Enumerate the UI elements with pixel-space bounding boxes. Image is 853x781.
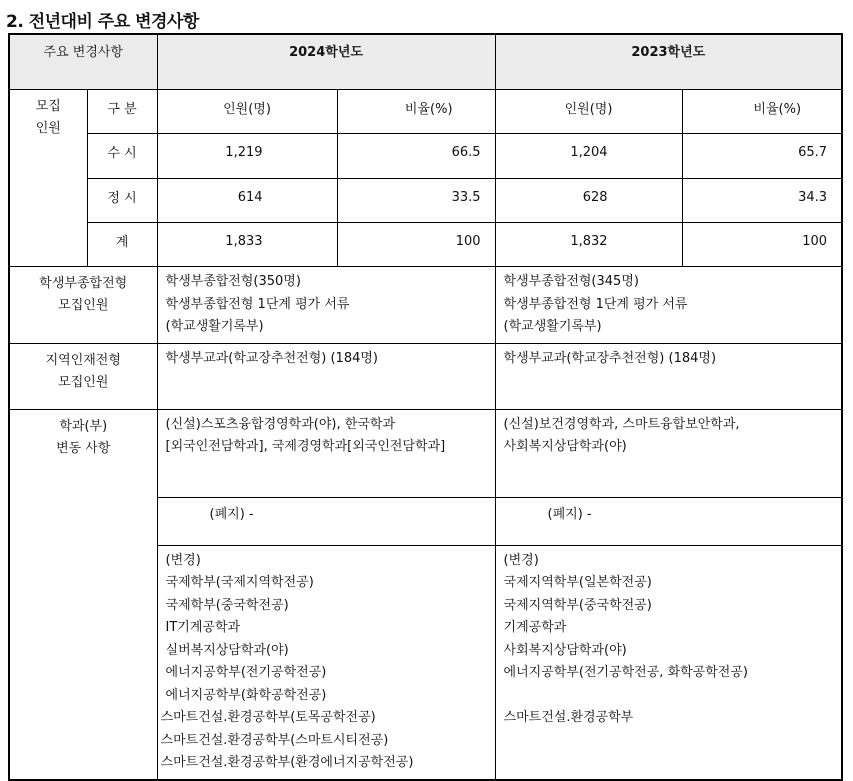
count-2023: 1,832 bbox=[495, 223, 682, 267]
ratio-2024: 100 bbox=[337, 223, 495, 267]
dept-change-2023: (변경) 국제지역학부(일본학전공) 국제지역학부(중국학전공) 기계공학과 사회복지상담학과(야) 에너지공학부(전기공학전공, 화학공학전공) 스마트건설.환경공학부 bbox=[495, 545, 842, 780]
header-2024: 2024학년도 bbox=[157, 34, 495, 90]
dept-label: 학과(부) 변동 사항 bbox=[9, 409, 157, 780]
dept-new-2023: (신설)보건경영학과, 스마트융합보안학과, 사회복지상담학과(야) bbox=[495, 409, 842, 497]
col-category: 구 분 bbox=[87, 90, 157, 134]
count-2023: 628 bbox=[495, 179, 682, 223]
regional-2024: 학생부교과(학교장추천전형) (184명) bbox=[157, 343, 495, 409]
dept-closed-2023: (폐지) - bbox=[495, 497, 842, 545]
ratio-2023: 65.7 bbox=[682, 134, 842, 179]
dept-closed-2024: (폐지) - bbox=[157, 497, 495, 545]
col-ratio-2023: 비율(%) bbox=[682, 90, 842, 134]
col-count-2023: 인원(명) bbox=[495, 90, 682, 134]
dept-change-2024: (변경) 국제학부(국제지역학전공) 국제학부(중국학전공) IT기계공학과 실버복지상담학과(야) 에너지공학부(전기공학전공) 에너지공학부(화학공학전공) 스마트건설.환경공학부(토목공학전공) 스마트건설.환경공학부(스마트시티전공) 스마트건설.환경공학부(환경에너지공학전공) bbox=[157, 545, 495, 780]
comprehensive-2024: 학생부종합전형(350명) 학생부종합전형 1단계 평가 서류 (학교생활기록부) bbox=[157, 267, 495, 344]
count-2023: 1,204 bbox=[495, 134, 682, 179]
ratio-2023: 100 bbox=[682, 223, 842, 267]
row-name: 계 bbox=[87, 223, 157, 267]
comprehensive-2023: 학생부종합전형(345명) 학생부종합전형 1단계 평가 서류 (학교생활기록부) bbox=[495, 267, 842, 344]
ratio-2024: 66.5 bbox=[337, 134, 495, 179]
recruit-label: 모집 인원 bbox=[9, 90, 87, 267]
table-row bbox=[9, 134, 842, 179]
section-title: 2. 전년대비 주요 변경사항 bbox=[6, 12, 199, 32]
ratio-2023: 34.3 bbox=[682, 179, 842, 223]
header-main-label: 주요 변경사항 bbox=[9, 34, 157, 90]
table-row bbox=[9, 223, 842, 267]
col-ratio-2024: 비율(%) bbox=[337, 90, 495, 134]
dept-new-2024: (신설)스포츠융합경영학과(야), 한국학과 [외국인전담학과], 국제경영학과[외국인전담학과] bbox=[157, 409, 495, 497]
ratio-2024: 33.5 bbox=[337, 179, 495, 223]
comprehensive-label: 학생부종합전형 모집인원 bbox=[9, 267, 157, 344]
regional-label: 지역인재전형 모집인원 bbox=[9, 343, 157, 409]
header-2023: 2023학년도 bbox=[495, 34, 842, 90]
count-2024: 614 bbox=[157, 179, 337, 223]
row-name: 수 시 bbox=[87, 134, 157, 179]
table-row bbox=[9, 179, 842, 223]
col-count-2024: 인원(명) bbox=[157, 90, 337, 134]
regional-2023: 학생부교과(학교장추천전형) (184명) bbox=[495, 343, 842, 409]
row-name: 정 시 bbox=[87, 179, 157, 223]
changes-table bbox=[8, 33, 843, 781]
count-2024: 1,833 bbox=[157, 223, 337, 267]
count-2024: 1,219 bbox=[157, 134, 337, 179]
